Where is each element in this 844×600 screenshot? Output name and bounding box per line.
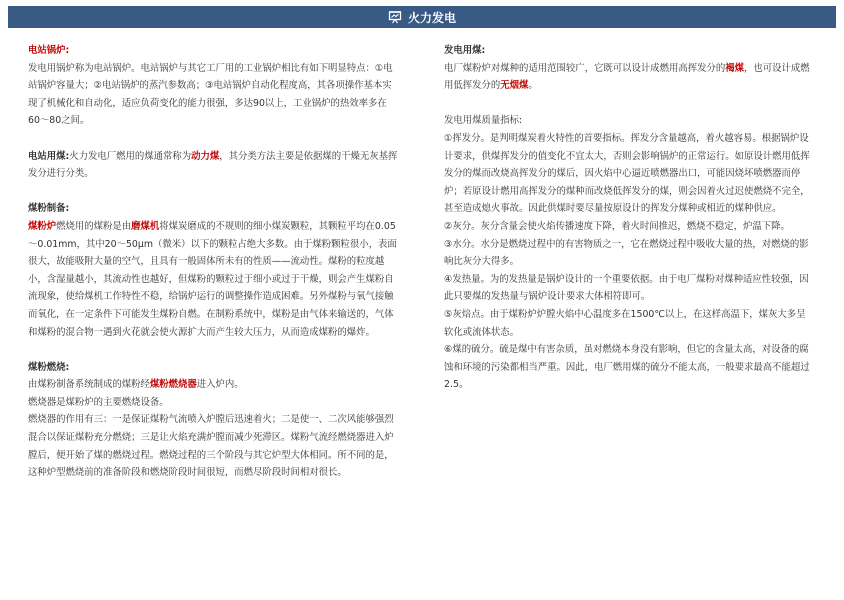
combustion-text-a: 由煤粉制备系统制成的煤粉经	[28, 379, 150, 391]
gen-coal-highlight-1: 褐煤	[725, 62, 745, 74]
boiler-section	[28, 42, 398, 130]
coal-use-text-a: 火力发电厂燃用的煤通常称为	[69, 150, 192, 162]
gen-coal-text-b: ，也可设计成燃用低挥发分的	[444, 62, 810, 92]
pulverize-title: 煤粉制备:	[28, 203, 70, 215]
quality-item-4: ④发热量。为的发热量是锅炉设计的一个重要依据。由于电厂煤粉对煤种适应性较强，因此只要煤的发热量与锅炉设计要求大体相符即可。	[444, 273, 809, 303]
pulverize-paragraph	[28, 218, 398, 341]
coal-use-text-b: ，其分类方法主要是依据煤的干燥无灰基挥发分进行分类。	[28, 150, 398, 180]
left-column	[28, 42, 398, 499]
presentation-board-icon	[388, 10, 402, 24]
combustion-highlight: 煤粉燃烧器	[149, 379, 197, 391]
boiler-title: 电站锅炉:	[28, 45, 70, 56]
quality-section	[444, 112, 814, 394]
quality-title: 发电用煤质量指标:	[444, 115, 523, 127]
gen-coal-text-a: 电厂煤粉炉对煤种的适用范围较广，它既可以设计成燃用高挥发分的	[444, 62, 726, 74]
section-header	[8, 6, 836, 28]
coal-use-label: 电站用煤:	[28, 150, 70, 162]
pulverize-highlight-1: 煤粉炉	[28, 220, 57, 232]
quality-item-3: ③水分。水分是燃烧过程中的有害物质之一，它在燃烧过程中吸收大量的热，对燃烧的影响比灰分大得多。	[444, 238, 809, 268]
combustion-line-2: 燃烧器是煤粉炉的主要燃烧设备。	[28, 396, 169, 408]
coal-use-section	[28, 148, 398, 183]
pulverize-text-b: 将煤炭磨成的不规则的细小煤炭颗粒，其颗粒平均在0.05～0.01mm，其中20～50μm（微米）以下的颗粒占绝大多数。由于煤粉颗粒很小，表面很大，故能吸附大量的空气，且具有一般固体所未有的性质——流动性。煤粉的粒度越小，含湿量越小，其流动性也越好，但煤粉的颗粒过于细小或过于干燥，则会产生煤粉自流现象，使给煤机工作特性不稳，给锅炉运行的调整操作造成困难。另外煤粉与氧气接触而氧化，在一定条件下可能发生煤粉自燃。在制粉系统中，煤粉是由气体来输送的，气体和煤粉的混合物一遇到火花就会使火源扩大而产生较大压力，从而造成煤粉的爆炸。	[28, 220, 397, 338]
pulverize-section	[28, 200, 398, 341]
combustion-section	[28, 359, 398, 482]
gen-coal-highlight-2: 无烟煤	[500, 80, 529, 92]
combustion-text-b: 进入炉内。	[196, 379, 244, 391]
gen-coal-section	[444, 42, 814, 95]
quality-item-5: ⑤灰焙点。由于煤粉炉炉膛火焰中心温度多在1500℃以上，在这样高温下，煤灰大多呈软化或流体状态。	[444, 308, 806, 338]
boiler-text: 发电用锅炉称为电站锅炉。电站锅炉与其它工厂用的工业锅炉相比有如下明显特点：①电站锅炉容量大；②电站锅炉的蒸汽参数高；③电站锅炉自动化程度高，其各项操作基本实现了机械化和自动化，适应负荷变化的能力很强，多达90以上，工业锅炉的热效率多在60～80之间。	[28, 62, 393, 127]
combustion-title: 煤粉燃烧:	[28, 361, 70, 373]
quality-item-1: ①挥发分。是判明煤炭着火特性的首要指标。挥发分含量越高，着火越容易。根据锅炉设计要求，供煤挥发分的值变化不宜太大，否则会影响锅炉的正常运行。如原设计燃用低挥发分的煤而改烧高挥发分的煤后，因火焰中心逼近喷燃器出口，可能因烧坏喷燃器而停炉；若原设计燃用高挥发分的煤种而改烧低挥发分的煤，则会因着火过迟使燃烧不完全，甚至造成熄火事故。因此供煤时要尽量按原设计的挥发分煤种或相近的煤种供应。	[444, 132, 810, 215]
quality-item-2: ②灰分。灰分含量会使火焰传播速度下降，着火时间推迟，燃烧不稳定，炉温下降。	[444, 220, 790, 232]
pulverize-highlight-2: 磨煤机	[131, 220, 160, 232]
right-column	[444, 42, 814, 411]
coal-use-paragraph	[28, 148, 398, 183]
pulverize-text-a: 燃烧用的煤粉是由	[56, 220, 132, 232]
header-title: 火力发电	[407, 10, 456, 25]
combustion-line-1	[28, 376, 398, 394]
gen-coal-paragraph	[444, 60, 814, 95]
combustion-line-3: 燃烧器的作用有三：一是保证煤粉气流喷入炉膛后迅速着火；二是使一、二次风能够强烈混合以保证煤粉充分燃烧；三是让火焰充满炉膛而减少死滞区。煤粉气流经燃烧器进入炉膛后，便开始了煤的燃烧过程。燃烧过程的三个阶段与其它炉型大体相同。所不同的是，这种炉型燃烧前的准备阶段和燃烧阶段时间很短，而燃尽阶段时间相对很长。	[28, 414, 394, 479]
quality-item-6: ⑥煤的硫分。硫是煤中有害杂质，虽对燃烧本身没有影响，但它的含量太高，对设备的腐蚀和环境的污染都相当严重。因此，电厂燃用煤的硫分不能太高，一般要求最高不能超过2.5。	[444, 344, 810, 391]
coal-use-highlight: 动力煤	[191, 150, 220, 162]
gen-coal-label: 发电用煤:	[444, 45, 486, 56]
gen-coal-text-c: 。	[528, 80, 538, 92]
